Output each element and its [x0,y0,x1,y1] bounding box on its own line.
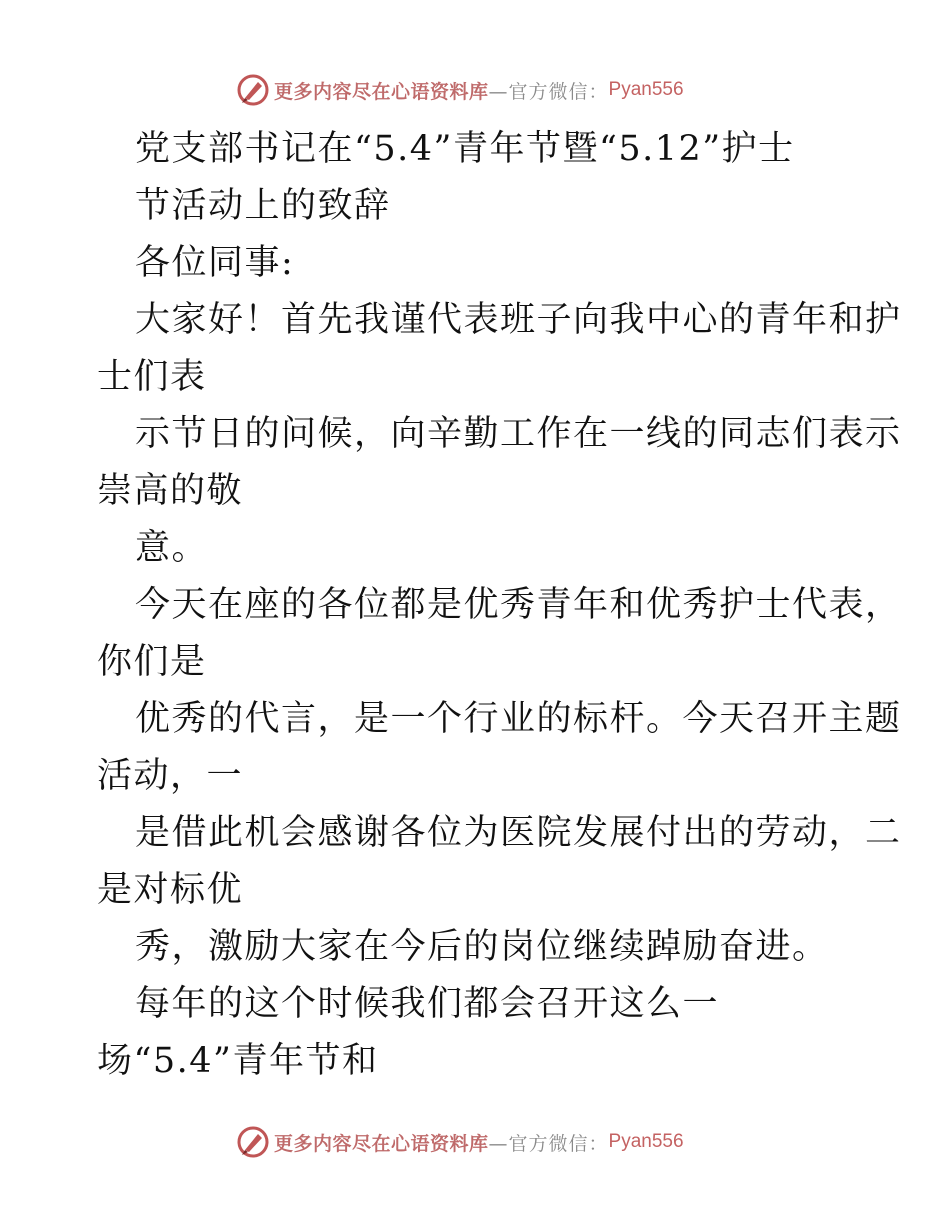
text-line: 今天在座的各位都是优秀青年和优秀护士代表， [135,585,902,625]
text-line: 每年的这个时候我们都会召开这么一 [135,984,720,1024]
text-line: 是借此机会感谢各位为医院发展付出的劳动，二 [135,813,902,853]
watermark-account-text: Pyan556 [608,79,684,100]
text-line: 党支部书记在“5.4”青年节暨“5.12”护士 [135,129,795,169]
pen-logo-icon [236,73,270,107]
text-line: 秀，激励大家在今后的岗位继续踔励奋进。 [135,927,829,967]
watermark-site-text: 更多内容尽在心语资料库 [274,80,489,103]
document-body [97,121,902,1090]
text-line: 示节日的问候，向辛勤工作在一线的同志们表示 [135,414,902,454]
text-line: 士们表 [97,357,207,397]
text-line: 是对标优 [97,870,244,910]
watermark-dash-text: —官方微信： [488,1132,609,1155]
text-line: 节活动上的致辞 [135,186,391,226]
text-line: 优秀的代言，是一个行业的标杆。今天召开主题 [135,699,902,739]
text-line: 场“5.4”青年节和 [97,1041,379,1081]
watermark-account-text: Pyan556 [608,1131,684,1152]
text-line: 你们是 [97,642,207,682]
watermark-site-text: 更多内容尽在心语资料库 [274,1132,489,1155]
text-line: 崇高的敬 [97,471,244,511]
watermark-header [236,73,684,107]
watermark-dash-text: —官方微信： [488,80,609,103]
text-line: 各位同事: [135,243,295,283]
watermark-footer [236,1125,684,1159]
text-line: 大家好！首先我谨代表班子向我中心的青年和护 [135,300,902,340]
text-line: 意。 [135,528,209,568]
pen-logo-icon [236,1125,270,1159]
text-line: 活动，一 [97,756,244,796]
